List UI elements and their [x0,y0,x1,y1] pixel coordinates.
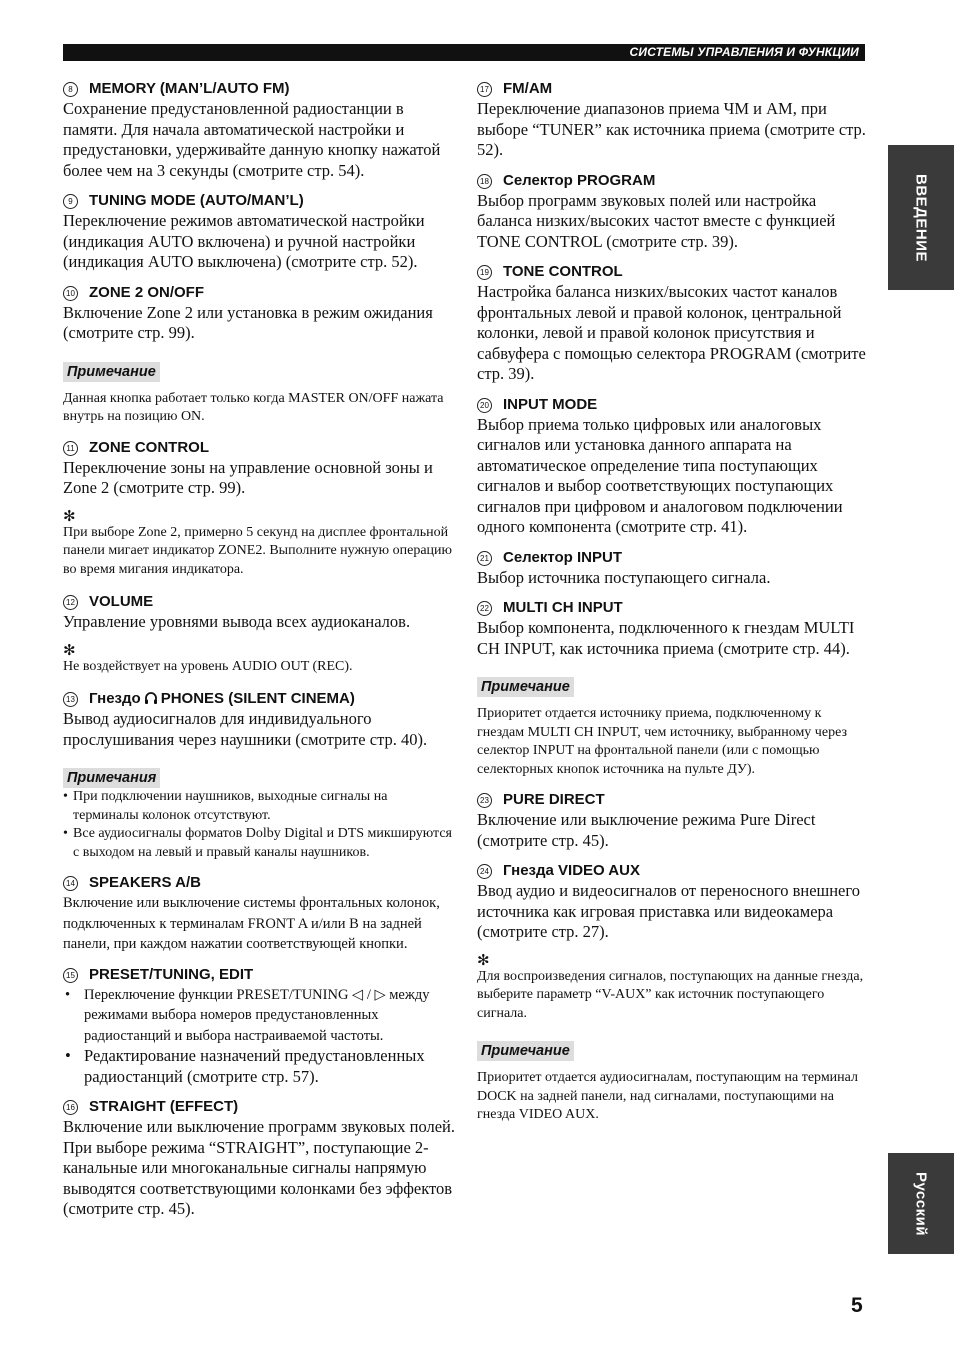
item-phones [63,688,455,750]
item-text: Управление уровнями вывода всех аудиоканалов. [63,612,411,631]
bullet-item: • Редактирование назначений предустановленных радиостанций (смотрите стр. 57). [63,1046,455,1087]
item-number: 22 [477,601,492,616]
item-number: 14 [63,876,78,891]
item-heading [63,591,455,612]
tip-text: При выборе Zone 2, примерно 5 секунд на дисплее фронтальной панели мигает индикатор ZONE2. Выполните нужную операцию во время мигания индикатора. [63,524,452,577]
item-number: 23 [477,793,492,808]
item-bullets [63,985,455,1088]
side-tab-language [888,1153,954,1254]
note-label: Примечание [477,1041,574,1061]
item-pure-direct [477,789,867,851]
tip-icon: ✻ [63,640,76,659]
item-heading [477,860,867,881]
item-text: Включение или выключение программ звуковых полей. При выборе режима “STRAIGHT”, поступающие 2-канальные или многоканальные сигналы напрямую выводятся соответствующими колонками без эффектов (смотрите стр. 45). [63,1117,455,1218]
item-text: Выбор программ звуковых полей или настройка баланса низких/высоких частот вместе с функцией TONE CONTROL (смотрите стр. 39). [477,190,836,251]
item-heading [63,282,455,303]
item-heading [477,547,867,568]
tip [63,508,455,580]
item-number: 16 [63,1100,78,1115]
side-tab-language-label: Русский [912,1171,930,1236]
item-text: Сохранение предустановленной радиостанции в памяти. Для начала автоматической настройки и предустановки, удерживайте данную кнопку нажатой более чем на 3 секунды (смотрите стр. 54). [63,99,441,180]
item-text: Вывод аудиосигналов для индивидуального прослушивания через наушники (смотрите стр. 40). [63,709,428,749]
side-tab-intro [888,145,954,290]
note-multi-ch [477,677,867,779]
item-tone-control [477,261,867,385]
item-input-selector [477,547,867,589]
item-zone-control [63,437,455,580]
item-speakers [63,872,455,955]
bullet-item: • Переключение функции PRESET/TUNING ◁ / ▷ между режимами выбора номеров предустановленных радиостанций и выбора настраиваемой частоты. [63,985,455,1047]
item-heading [477,170,867,191]
item-text: Выбор компонента, подключенного к гнездам MULTI CH INPUT, как источника приема (смотрите стр. 44). [477,618,855,658]
item-number: 13 [63,692,78,707]
note-label: Примечание [63,362,160,382]
item-number: 12 [63,595,78,610]
item-number: 17 [477,82,492,97]
item-title: MEMORY (MAN’L/AUTO FM) [89,80,290,97]
item-memory [63,78,455,181]
tip-icon: ✻ [63,506,76,525]
item-heading [63,1096,455,1117]
item-heading [477,78,867,99]
note-list [63,788,455,862]
item-number: 8 [63,82,78,97]
item-text: Переключение диапазонов приема ЧМ и АМ, при выборе “TUNER” как источника приема (смотрите стр. 52). [477,99,866,159]
note-text: Приоритет отдается аудиосигналам, поступающим на терминал DOCK на задней панели, над сигналами, поступающими на гнезда VIDEO AUX. [477,1070,858,1122]
item-heading [477,261,867,282]
item-number: 24 [477,864,492,879]
item-video-aux [477,860,867,1023]
item-number: 9 [63,194,78,209]
note-list-item: • При подключении наушников, выходные сигналы на терминалы колонок отсутствуют. [63,788,455,825]
tip-text: Не воздействует на уровень AUDIO OUT (REC). [63,658,353,674]
item-number: 10 [63,286,78,301]
item-number: 15 [63,968,78,983]
item-text: Включение или выключение системы фронтальных колонок, подключенных к терминалам FRONT A и/или B на задней панели, при каждом нажатии соответствующей кнопки. [63,895,440,952]
item-title: PHONES (SILENT CINEMA) [160,690,355,707]
item-heading [63,78,455,99]
note-master [63,362,455,427]
item-number: 18 [477,174,492,189]
item-text: Выбор приема только цифровых или аналоговых сигналов или установка данного аппарата на автоматическое определение типа поступающих сигналов и выбор соответствующих поступающих сигналов при цифровом и аналоговом подключении одного компонента (смотрите стр. 41). [477,414,843,536]
note-label: Примечание [477,677,574,697]
header-title: СИСТЕМЫ УПРАВЛЕНИЯ И ФУНКЦИИ [629,45,859,59]
note-phones [63,768,455,862]
item-multi-ch [477,597,867,659]
item-title: STRAIGHT (EFFECT) [89,1098,239,1115]
item-preset-tuning [63,964,455,1088]
item-text: Включение или выключение режима Pure Direct (смотрите стр. 45). [477,810,816,850]
item-title: TUNING MODE (AUTO/MAN’L) [89,192,304,209]
side-tab-intro-label: ВВЕДЕНИЕ [912,173,930,262]
item-title: INPUT MODE [503,395,598,413]
note-list-item: • Все аудиосигналы форматов Dolby Digital и DTS микшируются с выходом на левый и правый каналы наушников. [63,825,455,862]
item-title: Гнезда VIDEO AUX [503,862,640,879]
item-text: Переключение режимов автоматической настройки (индикация AUTO включена) и ручной настройки (индикация AUTO выключена) (смотрите стр. 52). [63,211,425,271]
item-number: 11 [63,441,78,456]
tip [63,642,455,677]
item-title-prefix: Гнездо [89,690,141,707]
item-title: VOLUME [89,593,154,610]
item-title: Селектор INPUT [503,548,622,566]
headphones-icon [144,691,158,705]
item-title: ZONE 2 ON/OFF [89,283,205,301]
item-text: Включение Zone 2 или установка в режим ожидания (смотрите стр. 99). [63,302,433,342]
item-number: 20 [477,398,492,413]
item-text: Настройка баланса низких/высоких частот каналов фронтальных левой и правой колонок, центральной колонки, левой и правой колонок присутствия и сабвуфера с помощью селектора PROGRAM (смотрите стр. 39). [477,282,866,383]
item-title: Селектор PROGRAM [503,171,656,189]
item-heading [63,437,455,458]
note-text: Данная кнопка работает только когда MASTER ON/OFF нажата внутрь на позицию ON. [63,390,444,424]
item-title: FM/AM [503,80,553,97]
item-program [477,170,867,253]
item-heading [477,597,867,618]
item-title: TONE CONTROL [503,263,623,280]
page-number: 5 [851,1294,863,1317]
item-heading [63,872,455,893]
item-volume [63,591,455,676]
item-text: Ввод аудио и видеосигналов от переносного внешнего источника как игровая приставка или видеокамера (смотрите стр. 27). [477,881,860,941]
item-title: PURE DIRECT [503,791,605,808]
item-tuning-mode [63,190,455,273]
item-text: Переключение зоны на управление основной зоны и Zone 2 (смотрите стр. 99). [63,457,433,497]
item-fm-am [477,78,867,161]
item-text: Выбор источника поступающего сигнала. [477,567,771,587]
header-bar [63,44,865,61]
item-heading [477,789,867,810]
item-heading [63,688,455,709]
left-column [63,78,455,1229]
note-text: Приоритет отдается источнику приема, подключенному к гнездам MULTI CH INPUT, чем источнику, выбранному через селектор INPUT на фронтальной панели (или с помощью селекторных кнопок источника на пульте ДУ). [477,706,847,777]
item-title: SPEAKERS A/B [89,874,201,891]
item-zone2 [63,282,455,344]
item-straight [63,1096,455,1220]
item-heading [63,964,455,985]
item-heading [63,190,455,211]
tip-text: Для воспроизведения сигналов, поступающих на данные гнезда, выберите параметр “V-AUX” как источник поступающего сигнала. [477,968,864,1021]
item-title: ZONE CONTROL [89,438,209,456]
tip [477,952,867,1024]
item-title: MULTI CH INPUT [503,599,623,616]
item-number: 21 [477,551,492,566]
note-dock [477,1041,867,1125]
item-number: 19 [477,265,492,280]
right-column [477,78,867,1135]
note-label: Примечания [63,768,160,788]
item-input-mode [477,394,867,538]
item-title: PRESET/TUNING, EDIT [89,965,254,983]
tip-icon: ✻ [477,950,490,969]
item-heading [477,394,867,415]
